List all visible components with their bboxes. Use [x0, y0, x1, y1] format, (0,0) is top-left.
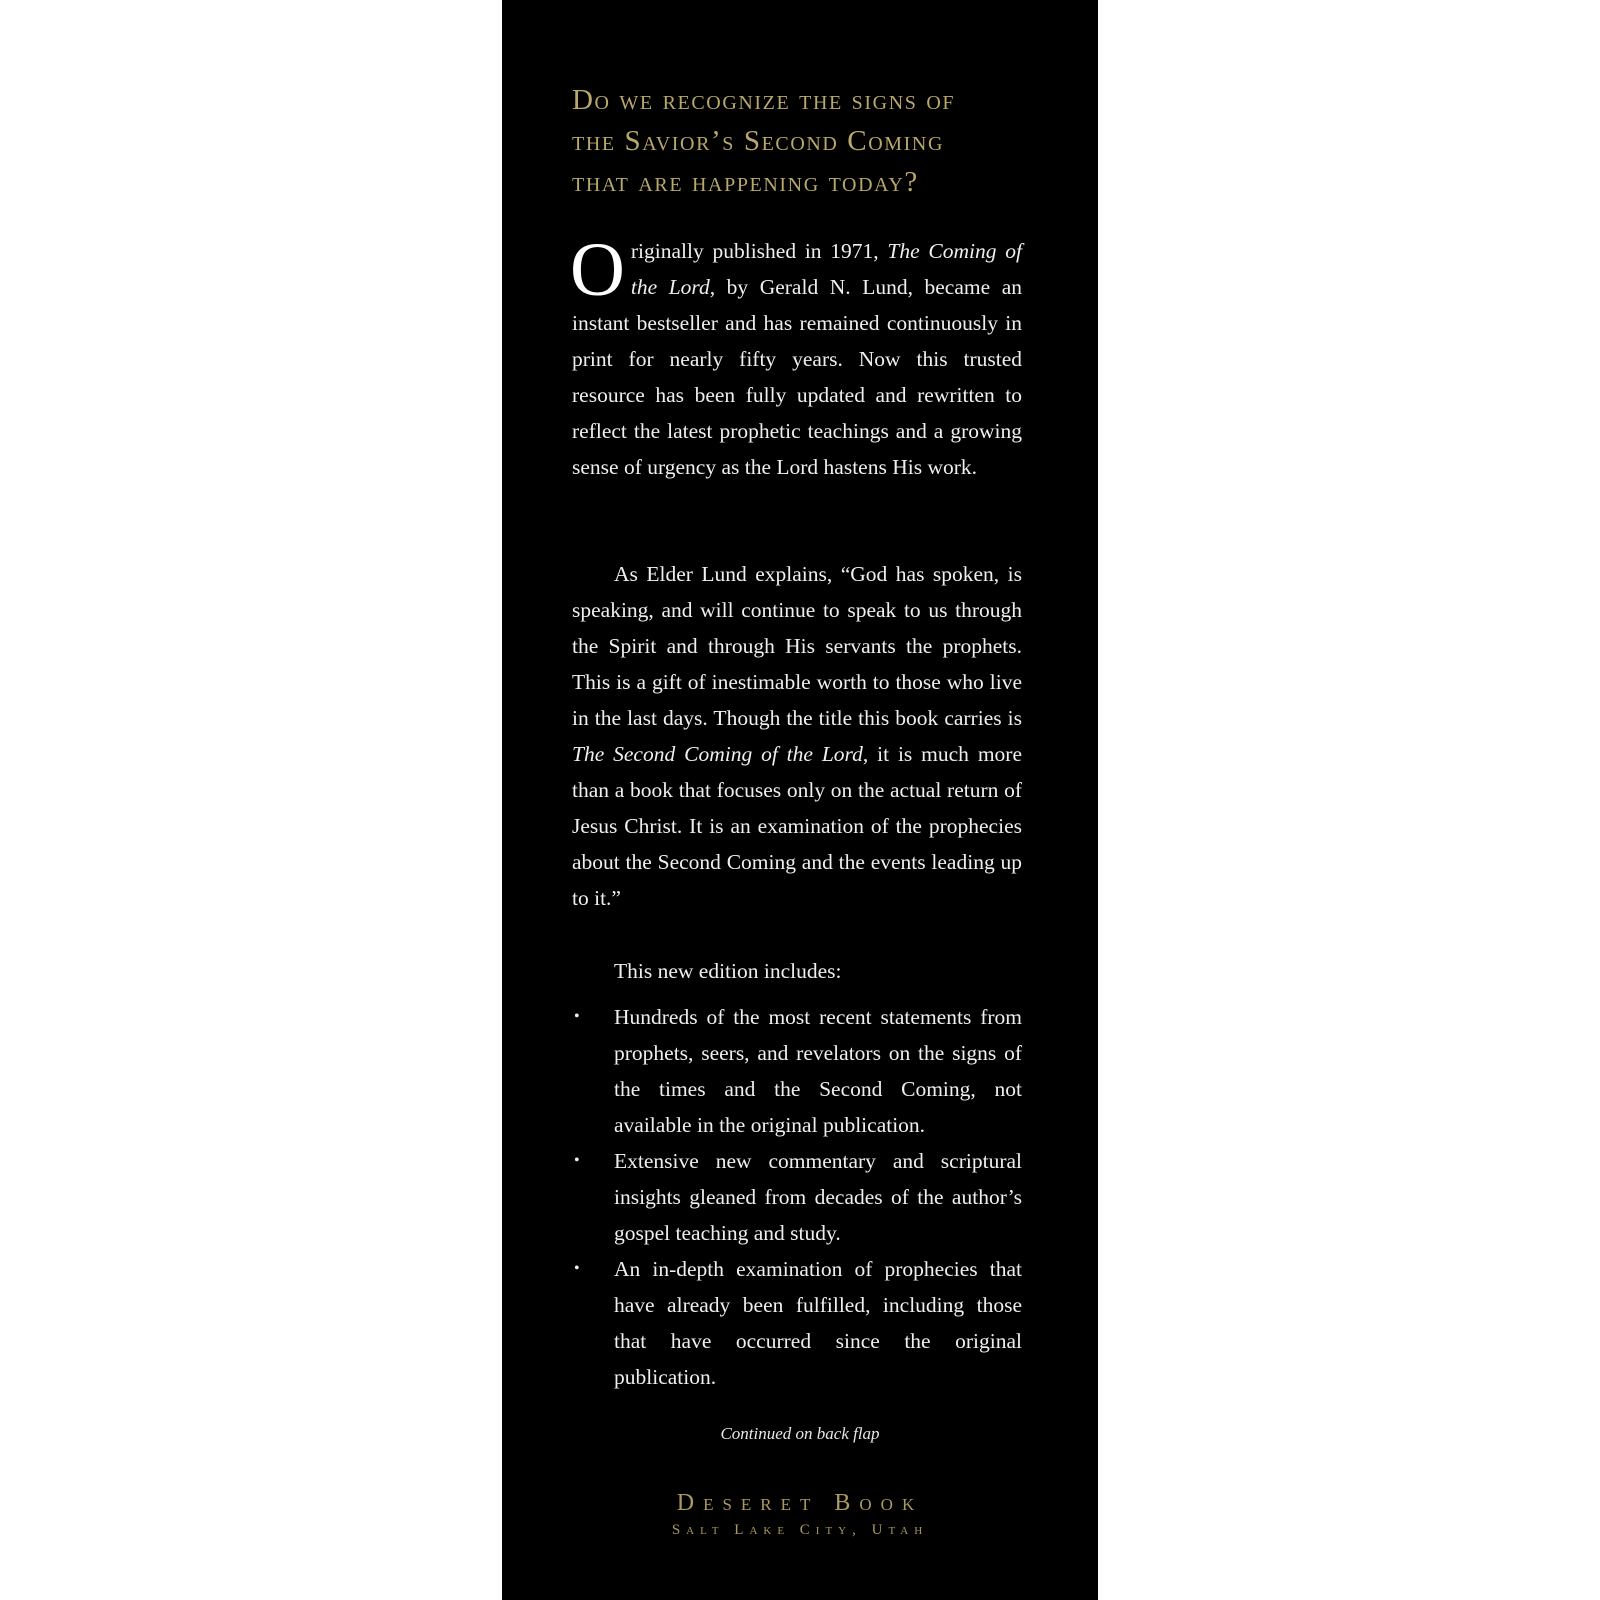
publisher-name: Deseret Book [676, 1490, 924, 1516]
list-item-text: Hundreds of the most recent statements from prophets, seers, and revelators on the signs of the times and the Second Coming, not available in the original publication. [614, 1005, 1022, 1137]
heading-line: Do we recognize the signs of [572, 84, 956, 116]
list-item [572, 1251, 1022, 1395]
bullet-icon: • [574, 1008, 580, 1025]
publisher-city: Salt Lake City, Utah [671, 1522, 929, 1538]
intro-text-b: , by Gerald N. Lund, became an instant bestseller and has remained continuously in print for nearly fifty years. Now this trusted resource has been fully updated and rewritten to reflect the latest prophetic teachings and a growing sense of urgency as the Lord hastens His work. [572, 275, 1022, 479]
edition-intro: This new edition includes: [614, 959, 842, 983]
bullet-icon: • [574, 1260, 580, 1277]
list-item [572, 1143, 1022, 1251]
book-title-original: The Coming of the Lord [630, 239, 1022, 299]
quote-paragraph [572, 556, 1022, 916]
heading-line: the Savior’s Second Coming [572, 125, 945, 157]
list-item-text: An in-depth examination of prophecies that have already been fulfilled, including those that have occurred since the original publication. [614, 1257, 1022, 1389]
quote-text-a: As Elder Lund explains, “God has spoken, is speaking, and will continue to speak to us through the Spirit and through His servants the prophets. This is a gift of inestimable worth to those who live in the last days. Though the title this book carries is [572, 562, 1022, 730]
book-title-new: The Second Coming of the Lord [572, 742, 863, 766]
flap-heading [572, 80, 1024, 203]
book-jacket-flap [502, 0, 1098, 1600]
heading-line: that are happening today? [572, 166, 919, 198]
features-list [572, 999, 1022, 1395]
bullet-icon: • [574, 1152, 580, 1169]
drop-cap: O [570, 228, 625, 312]
continued-note: Continued on back flap [720, 1424, 880, 1443]
intro-paragraph [570, 228, 1022, 485]
list-item [572, 999, 1022, 1143]
intro-text-a: riginally published in 1971, [630, 239, 888, 263]
quote-text-b: , it is much more than a book that focuses only on the actual return of Jesus Christ. It is an examination of the prophecies about the Second Coming and the events leading up to it.” [572, 742, 1022, 910]
list-item-text: Extensive new commentary and scriptural insights gleaned from decades of the author’s gospel teaching and study. [614, 1149, 1022, 1245]
